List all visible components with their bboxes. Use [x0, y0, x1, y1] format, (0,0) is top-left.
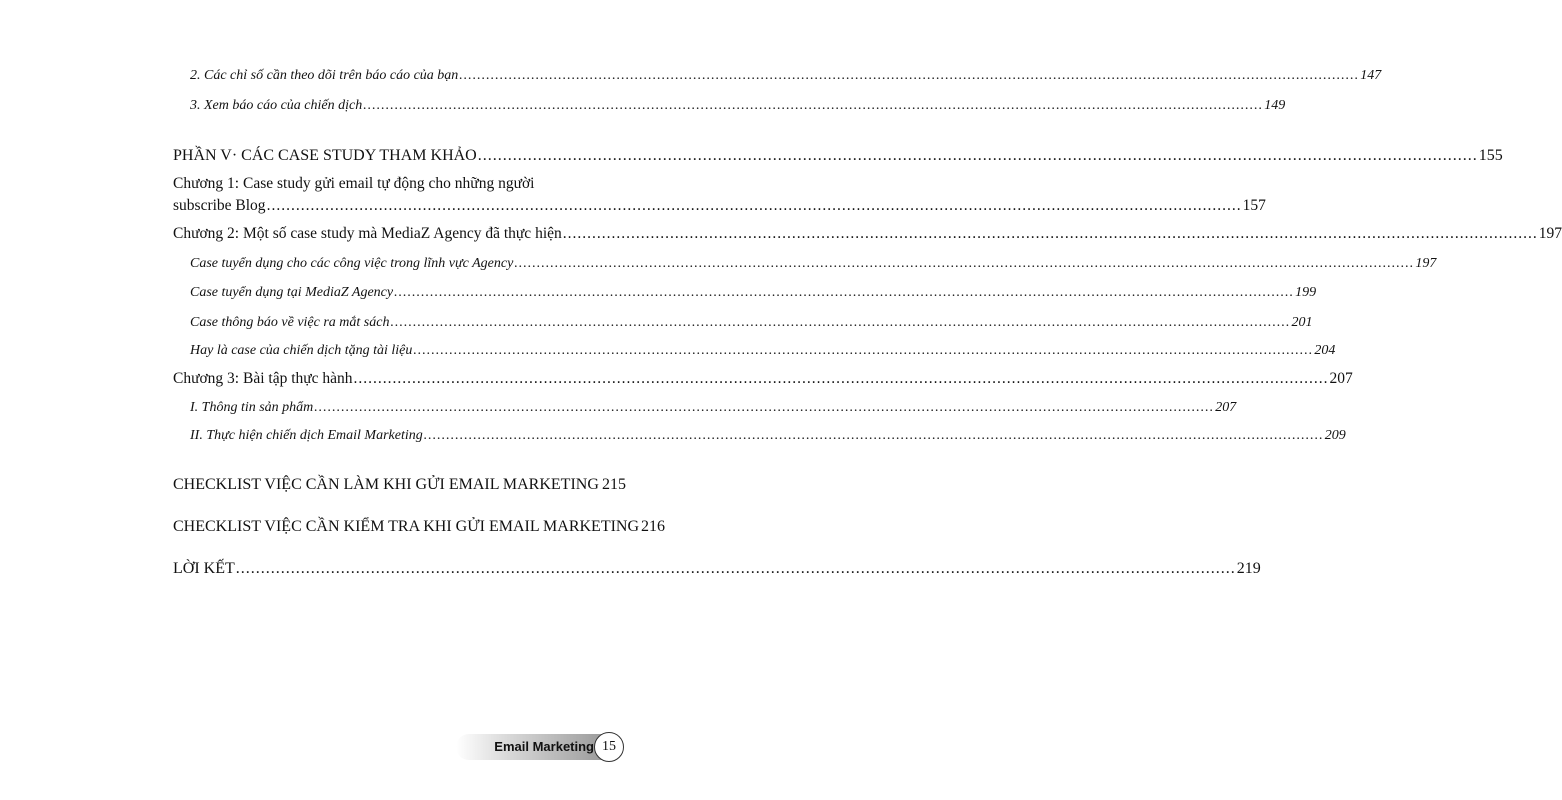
- toc-entry-label: subscribe Blog: [173, 197, 266, 214]
- leader-dots: ........................................................................................................................................................................................................: [562, 225, 1538, 242]
- page-number: 15: [602, 739, 616, 754]
- leader-dots: ........................................................................................................................................................................................................: [314, 400, 1215, 415]
- toc-entry-label: LỜI KẾT: [173, 560, 235, 577]
- toc-entry-label: 3. Xem báo cáo của chiến dịch: [190, 98, 363, 113]
- toc-entry-label-line1: Chương 1: Case study gửi email tự động cho những người: [173, 175, 535, 192]
- page-number-badge: [594, 732, 624, 762]
- toc-entry: [173, 370, 1353, 388]
- toc-section-heading: [173, 476, 626, 494]
- toc-entry-page: 209: [1324, 428, 1346, 443]
- leader-dots: ........................................................................................................................................................................................................: [413, 343, 1314, 358]
- toc-entry: [173, 197, 1266, 215]
- toc-entry-label: Case tuyển dụng cho các công việc trong lĩnh vực Agency: [190, 256, 514, 271]
- toc-entry-page: 207: [1215, 400, 1237, 415]
- toc-entry-page: 149: [1264, 98, 1286, 113]
- toc-entry-page: 155: [1478, 147, 1503, 164]
- leader-dots: ........................................................................................................................................................................................................: [353, 370, 1329, 387]
- toc-entry-label: 2. Các chỉ số cần theo dõi trên báo cáo của bạn: [190, 68, 459, 83]
- toc-entry-label: CHECKLIST VIỆC CẦN LÀM KHI GỬI EMAIL MARKETING: [173, 476, 599, 493]
- leader-dots: ........................................................................................................................................................................................................: [423, 428, 1324, 443]
- toc-part-heading: [173, 147, 1503, 165]
- toc-entry-page: 199: [1295, 285, 1317, 300]
- toc-entry-label: PHẦN V· CÁC CASE STUDY THAM KHẢO: [173, 147, 477, 164]
- toc-entry-page: 201: [1291, 315, 1313, 330]
- toc-entry-label: II. Thực hiện chiến dịch Email Marketing: [190, 428, 423, 443]
- toc-entry: [190, 285, 1317, 301]
- toc-entry: [190, 400, 1237, 416]
- toc-section-heading: [173, 518, 666, 536]
- toc-entry-label: Chương 3: Bài tập thực hành: [173, 370, 353, 387]
- leader-dots: ........................................................................................................................................................................................................: [459, 68, 1360, 83]
- toc-entry: [173, 225, 1562, 243]
- leader-dots: ........................................................................................................................................................................................................: [394, 285, 1295, 300]
- toc-entry-label: Chương 2: Một số case study mà MediaZ Agency đã thực hiện: [173, 225, 562, 242]
- leader-dots: [600, 476, 601, 494]
- toc-entry-label: Case tuyển dụng tại MediaZ Agency: [190, 285, 394, 300]
- toc-entry-label: CHECKLIST VIỆC CẦN KIỂM TRA KHI GỬI EMAIL MARKETING: [173, 518, 640, 535]
- toc-entry-page: 197: [1415, 256, 1437, 271]
- toc-entry-page: 207: [1329, 370, 1353, 387]
- leader-dots: ........................................................................................................................................................................................................: [266, 197, 1242, 214]
- toc-entry-page: 215: [602, 476, 626, 493]
- toc-entry-page: 157: [1242, 197, 1266, 214]
- toc-entry-label: Case thông báo về việc ra mắt sách: [190, 315, 390, 330]
- page-footer: [456, 732, 624, 762]
- leader-dots: ........................................................................................................................................................................................................: [235, 560, 1236, 577]
- leader-dots: ........................................................................................................................................................................................................: [390, 315, 1291, 330]
- toc-entry-page: 219: [1236, 560, 1261, 577]
- footer-book-title: Email Marketing: [494, 739, 594, 754]
- toc-entry: [190, 68, 1382, 84]
- leader-dots: ........................................................................................................................................................................................................: [477, 147, 1478, 164]
- leader-dots: ........................................................................................................................................................................................................: [514, 256, 1415, 271]
- toc-entry-page: 216: [641, 518, 666, 535]
- toc-section-heading: [173, 560, 1261, 578]
- toc-entry-page: 204: [1314, 343, 1336, 358]
- toc-entry: [190, 343, 1336, 359]
- toc-entry-page: 147: [1360, 68, 1382, 83]
- toc-entry-page: 197: [1538, 225, 1562, 242]
- toc-entry-label: I. Thông tin sản phẩm: [190, 400, 314, 415]
- toc-entry: [190, 256, 1437, 272]
- toc-entry: [190, 98, 1286, 114]
- toc-entry: [190, 315, 1313, 331]
- leader-dots: ........................................................................................................................................................................................................: [363, 98, 1264, 113]
- toc-entry: [190, 428, 1346, 444]
- toc-entry-label: Hay là case của chiến dịch tặng tài liệu: [190, 343, 413, 358]
